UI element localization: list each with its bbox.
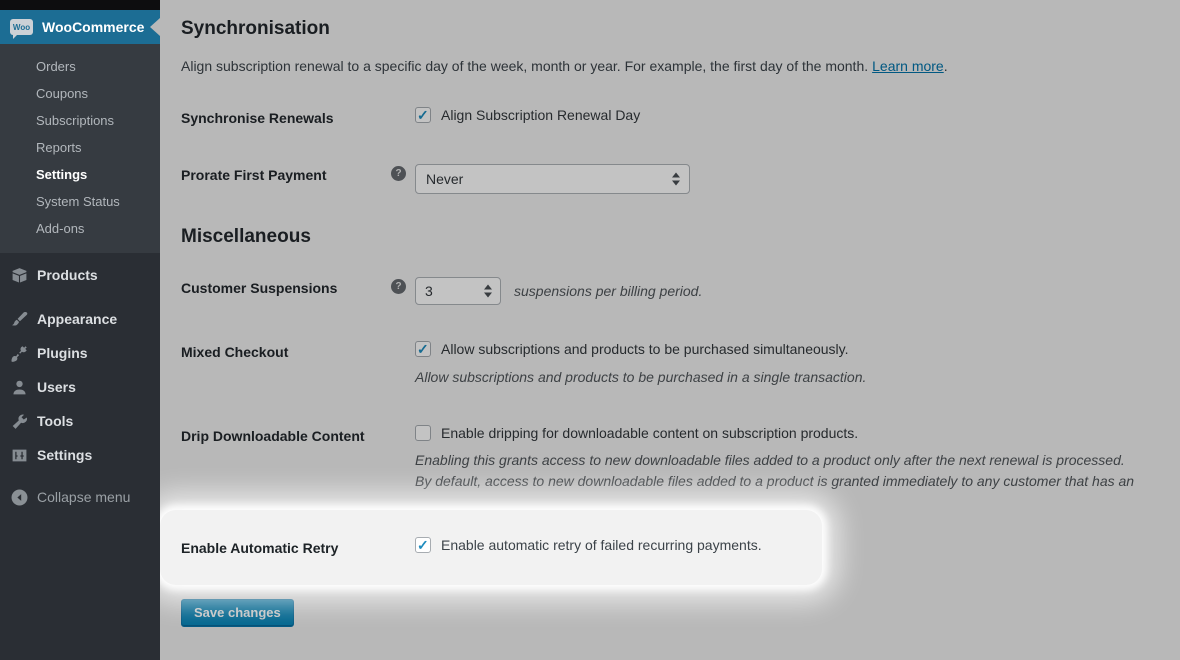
section-description-text: Align subscription renewal to a specific day of the week, month or year. For example, the first day of the month. [181,58,869,74]
sidebar-item-label: WooCommerce [42,19,145,35]
checkbox-label: Enable dripping for downloadable content on subscription products. [441,425,859,441]
tools-icon [11,413,28,430]
checkbox-label: Allow subscriptions and products to be purchased simultaneously. [441,341,849,357]
admin-main-menu [0,253,160,514]
sidebar-item-products[interactable] [0,258,160,292]
sidebar-item-settings-current[interactable]: Settings [36,167,88,182]
field-description-line1: Enabling this grants access to new downloadable files added to a product only after the next renewal is processed. [415,452,1125,468]
users-icon [11,379,28,396]
settings-content [160,0,1180,660]
sidebar-item-users[interactable] [0,370,160,404]
sidebar-item-plugins[interactable] [0,336,160,370]
field-label: Enable Automatic Retry [181,540,339,556]
section-heading-synchronisation: Synchronisation [181,18,330,39]
section-description [181,56,1180,76]
sidebar-item-reports[interactable]: Reports [36,140,82,155]
sidebar-item-woocommerce[interactable] [0,10,160,44]
sidebar-item-appearance[interactable] [0,302,160,336]
mixed-checkout-checkbox[interactable] [415,341,431,357]
collapse-arrow-icon [11,489,28,506]
row-prorate-first-payment [181,164,1180,194]
woocommerce-submenu [0,44,160,253]
checkbox-label: Enable automatic retry of failed recurring payments. [441,537,762,553]
sidebar-item-orders[interactable]: Orders [36,59,76,74]
field-label: Synchronise Renewals [181,110,334,126]
sidebar-item-collapse-menu[interactable] [0,480,160,514]
row-synchronise-renewals [181,107,1180,128]
row-customer-suspensions [181,277,1180,305]
field-label: Prorate First Payment [181,167,327,183]
synchronise-renewals-checkbox[interactable] [415,107,431,123]
save-changes-button[interactable]: Save changes [181,599,294,627]
plugins-icon [11,345,28,362]
field-label: Customer Suspensions [181,280,338,296]
prorate-select-value: Never [426,171,464,187]
select-arrows-icon [671,173,680,186]
section-heading-miscellaneous: Miscellaneous [181,226,311,247]
field-description-line2: By default, access to new downloadable files added to a product is granted immediately to any customer that has an [415,473,1135,489]
help-tip-icon[interactable]: ? [391,166,406,181]
field-label: Drip Downloadable Content [181,428,365,444]
sidebar-item-label: Products [37,267,98,283]
help-tip-icon[interactable]: ? [391,279,406,294]
field-label: Mixed Checkout [181,344,289,360]
sidebar-item-system-status[interactable]: System Status [36,194,120,209]
sidebar-item-coupons[interactable]: Coupons [36,86,89,101]
sentence-period: . [943,58,948,74]
admin-topbar [0,0,160,10]
row-drip-downloadable-content [181,425,1180,492]
admin-sidebar [0,0,160,660]
sidebar-item-settings[interactable] [0,438,160,472]
learn-more-link[interactable]: Learn more [872,58,944,74]
current-menu-arrow-icon [150,18,160,36]
products-icon [11,267,28,284]
sidebar-item-label: Collapse menu [37,489,131,505]
appearance-icon [11,311,28,328]
sidebar-item-tools[interactable] [0,404,160,438]
drip-content-checkbox[interactable] [415,425,431,441]
row-enable-automatic-retry [181,537,822,558]
field-suffix: suspensions per billing period. [514,282,703,299]
sidebar-item-add-ons[interactable]: Add-ons [36,221,85,236]
sidebar-item-subscriptions[interactable]: Subscriptions [36,113,115,128]
row-mixed-checkout [181,341,1180,388]
sidebar-item-label: Users [37,379,76,395]
checkbox-label: Align Subscription Renewal Day [441,107,641,123]
sidebar-item-label: Plugins [37,345,88,361]
prorate-select[interactable] [415,164,690,194]
field-description: Allow subscriptions and products to be purchased in a single transaction. [415,369,867,385]
highlighted-setting-row [160,510,822,585]
sidebar-item-label: Tools [37,413,74,429]
woocommerce-logo-icon: Woo [10,19,33,35]
automatic-retry-checkbox[interactable] [415,537,431,553]
sidebar-item-label: Appearance [37,311,118,327]
sidebar-item-label: Settings [37,447,93,463]
number-spinner-icon[interactable] [483,285,492,298]
settings-icon [11,447,28,464]
